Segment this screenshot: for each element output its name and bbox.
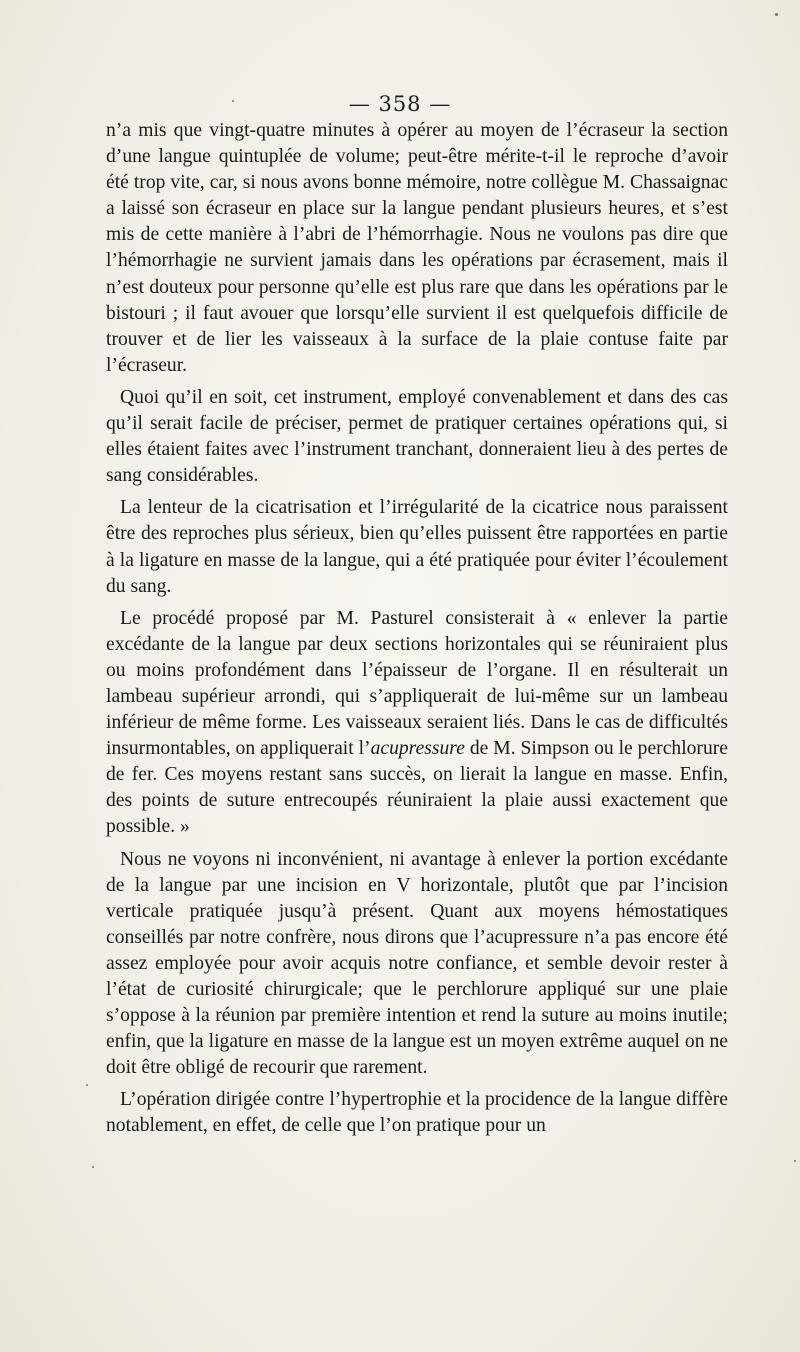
paragraph-5: Nous ne voyons ni inconvénient, ni avantage à enlever la portion excédante de la langue par une incision en V horizontale, plutôt que par l’incision verticale pratiquée jusqu’à présent. Quant aux moyens hémostatiques conseillés par notre confrère, nous dirons que l’acupressure n’a pas encore été assez employée pour avoir acquis notre confiance, et semble devoir rester à l’état de curiosité chirurgicale; que le perchlorure appliqué sur une plaie s’oppose à la réunion par première intention et rend la suture au moins inutile; enfin, que la ligature en masse de la langue est un moyen extrême auquel on ne doit être obligé de recourir que rarement.: [106, 848, 728, 1079]
paragraph-6: L’opération dirigée contre l’hypertrophie et la procidence de la langue diffère notablement, en effet, de celle que l’on pratique pour un: [106, 1089, 728, 1137]
paragraph-2: Quoi qu’il en soit, cet instrument, employé convenablement et dans des cas qu’il serait facile de préciser, permet de pratiquer certaines opérations qui, si elles étaient faites avec l’instrument tranchant, donneraient lieu à des pertes de sang considérables.: [106, 386, 728, 487]
speck: [775, 13, 778, 16]
body-text: [106, 118, 728, 1146]
paragraph-3: La lenteur de la cicatrisation et l’irrégularité de la cicatrice nous paraissent être des reproches plus sérieux, bien qu’elles puissent être rapportées en partie à la ligature en masse de la langue, qui a été pratiquée pour éviter l’écoulement du sang.: [106, 497, 728, 597]
paragraph-1: n’a mis que vingt-quatre minutes à opérer au moyen de l’écraseur la section d’une langue quintuplée de volume; peut-être mérite-t-il le reproche d’avoir été trop vite, car, si nous avons bonne mémoire, notre collègue M. Chassaignac a laissé son écraseur en place sur la langue pendant plusieurs heures, et s’est mis de cette manière à l’abri de l’hémorrhagie. Nous ne voulons pas dire que l’hémorrhagie ne survient jamais dans les opérations par écrasement, mais il n’est douteux pour personne qu’elle est plus rare que dans les opérations par le bistouri ; il faut avouer que lorsqu’elle survient il est quelquefois difficile de trouver et de lier les vaisseaux à la surface de la plaie contuse faite par l’écraseur.: [106, 120, 728, 376]
page-number: — 358 —: [348, 92, 452, 116]
speck: [794, 1160, 796, 1162]
speck: [86, 1084, 88, 1086]
italic-term: acupressure: [370, 738, 465, 760]
paragraph-4: Le procédé proposé par M. Pasturel consisterait à « enlever la partie excédante de la langue par deux sections horizontales qui se réuniraient plus ou moins profondément dans l’épaisseur de l’organe. Il en résulterait un lambeau supérieur arrondi, qui s’appliquerait de lui-même sur un lambeau inférieur de même forme. Les vaisseaux seraient liés. Dans le cas de difficultés insurmontables, on appliquerait l’acupressure de M. Simpson ou le perchlorure de fer. Ces moyens restant sans succès, on lierait la langue en masse. Enfin, des points de suture entrecoupés réuniraient la plaie aussi exactement que possible. »: [106, 607, 728, 838]
speck: [92, 1166, 94, 1168]
